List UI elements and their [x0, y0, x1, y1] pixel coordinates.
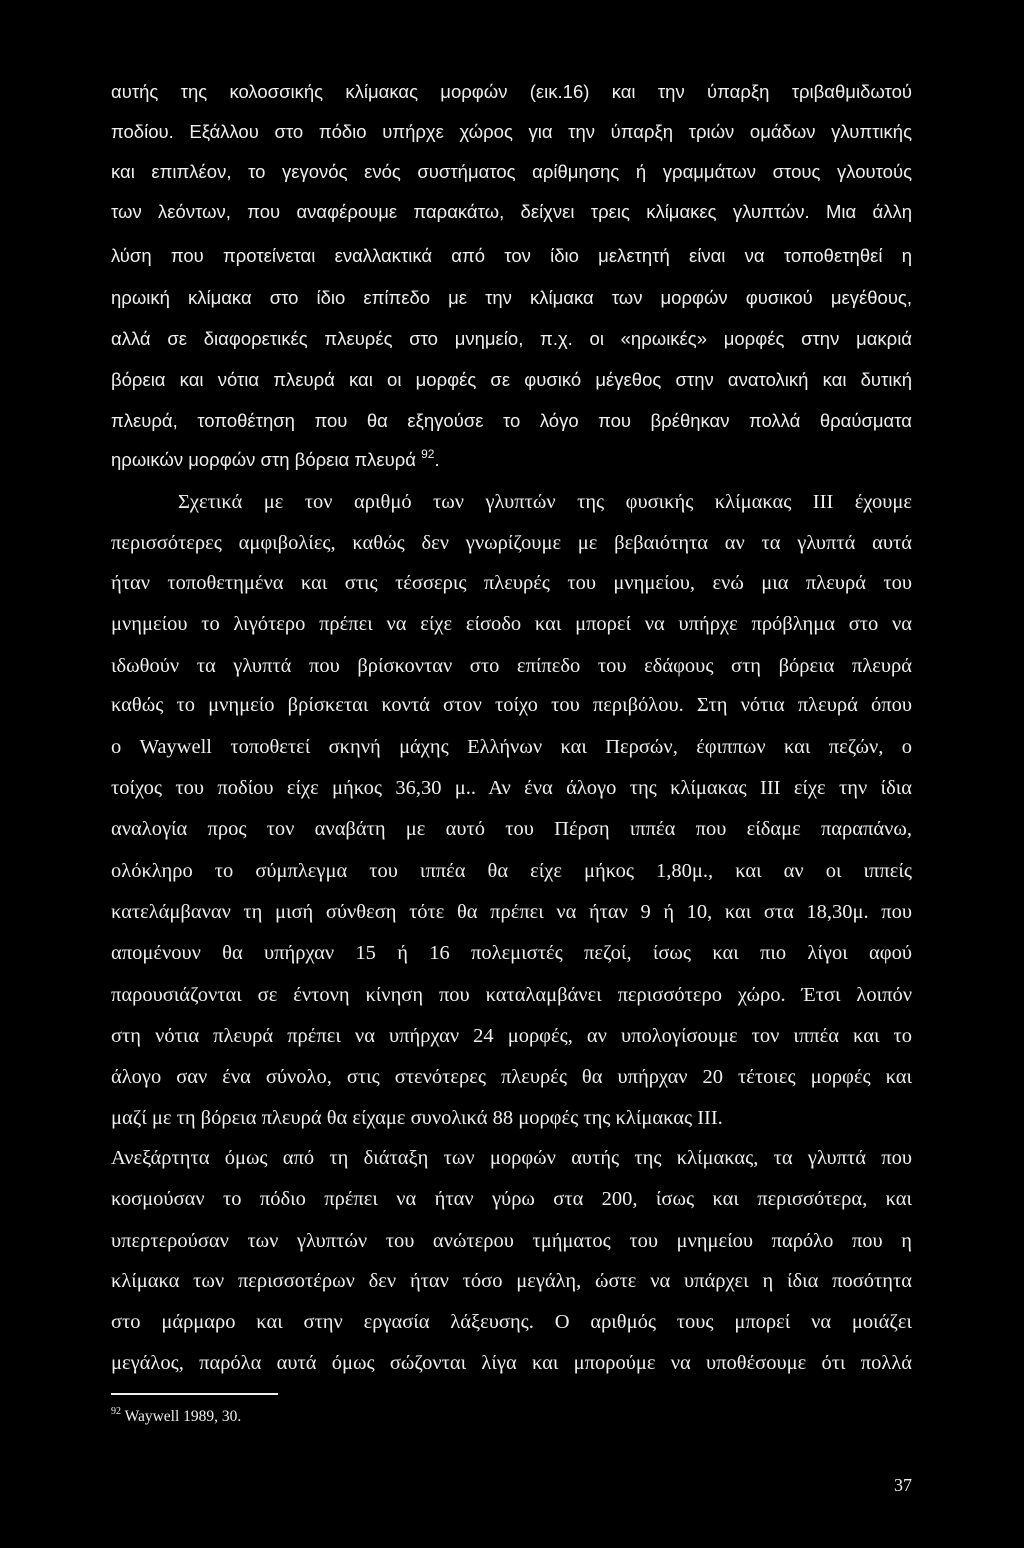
text-line-tail: . — [434, 449, 440, 470]
text-line — [111, 120, 912, 144]
text-line-content: κατελάμβαναν τη μισή σύνθεση τότε θα πρέπει να ήταν 9 ή 10, και στα 18,30μ. που — [111, 901, 912, 923]
text-line — [111, 612, 912, 636]
text-line-content: ιδωθούν τα γλυπτά που βρίσκονταν στο επίπεδο του εδάφους στη βόρεια πλευρά — [111, 655, 912, 677]
text-line-content: μαζί με τη βόρεια πλευρά θα είχαμε συνολικά 88 μορφές της κλίμακας ΙΙΙ. — [111, 1107, 723, 1129]
text-line — [111, 571, 912, 595]
text-line-content: παρουσιάζονται σε έντονη κίνηση που καταλαμβάνει περισσότερο χώρο. Έτσι λοιπόν — [111, 984, 912, 1006]
text-line — [111, 735, 912, 759]
footnote-reference: 92 — [421, 447, 435, 461]
text-line-content: μεγάλος, παρόλα αυτά όμως σώζονται λίγα και μπορούμε να υποθέσουμε ότι πολλά — [111, 1352, 912, 1374]
text-line — [111, 1351, 912, 1375]
text-line — [111, 286, 912, 310]
footnote-number: 92 — [111, 1406, 121, 1417]
text-line — [111, 817, 912, 841]
text-line — [178, 490, 912, 514]
text-line — [111, 859, 912, 883]
text-line — [111, 941, 912, 965]
text-line-content: άλογο σαν ένα σύνολο, στις στενότερες πλευρές θα υπήρχαν 20 τέτοιες μορφές και — [111, 1066, 912, 1088]
text-line — [111, 1065, 912, 1089]
text-line-content: αυτής της κολοσσικής κλίμακας μορφών (εικ.16) και την ύπαρξη τριβαθμιδωτού — [111, 81, 912, 102]
text-line-content: κλίμακα των περισσοτέρων δεν ήταν τόσο μεγάλη, ώστε να υπάρχει η ίδια ποσότητα — [111, 1270, 912, 1292]
text-line — [111, 1269, 912, 1293]
text-line-content: ηρωικών μορφών στη βόρεια πλευρά — [111, 449, 422, 470]
text-line-content: λύση που προτείνεται εναλλακτικά από τον ίδιο μελετητή είναι να τοποθετηθεί η — [111, 245, 912, 266]
footnote-text: Waywell 1989, 30. — [121, 1408, 242, 1425]
text-line-content: αναλογία προς τον αναβάτη με αυτό του Πέρση ιππέα που είδαμε παραπάνω, — [111, 818, 912, 840]
text-line-content: τοίχος του ποδίου είχε μήκος 36,30 μ.. Αν ένα άλογο της κλίμακας ΙΙΙ είχε την ίδια — [111, 777, 912, 799]
text-line — [111, 654, 912, 678]
text-line-content: περισσότερες αμφιβολίες, καθώς δεν γνωρίζουμε με βεβαιότητα αν τα γλυπτά αυτά — [111, 532, 912, 554]
text-line — [111, 1310, 912, 1334]
text-line — [111, 160, 912, 184]
footnote — [111, 1407, 241, 1427]
text-line-content: των λεόντων, που αναφέρουμε παρακάτω, δείχνει τρεις κλίμακες γλυπτών. Μια άλλη — [111, 201, 912, 222]
text-line-content: στο μάρμαρο και στην εργασία λάξευσης. Ο αριθμός τους μπορεί να μοιάζει — [111, 1311, 912, 1333]
text-line — [111, 531, 912, 555]
text-line-content: κοσμούσαν το πόδιο πρέπει να ήταν γύρω στα 200, ίσως και περισσότερα, και — [111, 1188, 912, 1210]
text-line — [111, 1229, 912, 1253]
text-line — [111, 900, 912, 924]
text-line — [111, 1024, 912, 1048]
text-line-content: πλευρά, τοποθέτηση που θα εξηγούσε το λόγο που βρέθηκαν πολλά θραύσματα — [111, 410, 912, 431]
text-line — [111, 1187, 912, 1211]
text-line — [111, 1146, 912, 1170]
text-line-content: μνημείου το λιγότερο πρέπει να είχε είσοδο και μπορεί να υπήρχε πρόβλημα στο να — [111, 613, 912, 635]
footnote-separator — [111, 1393, 278, 1395]
text-line — [111, 983, 912, 1007]
page-number: 37 — [894, 1475, 912, 1495]
text-line — [111, 409, 912, 433]
text-line-content: ποδίου. Εξάλλου στο πόδιο υπήρχε χώρος για την ύπαρξη τριών ομάδων γλυπτικής — [111, 121, 912, 142]
text-line-content: Σχετικά με τον αριθμό των γλυπτών της φυσικής κλίμακας ΙΙΙ έχουμε — [178, 491, 912, 513]
text-line-content: αλλά σε διαφορετικές πλευρές στο μνημείο, π.χ. οι «ηρωικές» μορφές στην μακριά — [111, 328, 912, 349]
text-line — [111, 1106, 912, 1130]
text-line-content: βόρεια και νότια πλευρά και οι μορφές σε φυσικό μέγεθος στην ανατολική και δυτική — [111, 369, 912, 390]
text-line — [111, 80, 912, 104]
text-line-content: ολόκληρο το σύμπλεγμα του ιππέα θα είχε μήκος 1,80μ., και αν οι ιππείς — [111, 860, 912, 882]
text-line — [111, 448, 912, 472]
text-line-content: ο Waywell τοποθετεί σκηνή μάχης Ελλήνων και Περσών, έφιππων και πεζών, ο — [111, 736, 912, 758]
text-line — [111, 244, 912, 268]
text-line-content: Ανεξάρτητα όμως από τη διάταξη των μορφών αυτής της κλίμακας, τα γλυπτά που — [111, 1147, 912, 1169]
text-line — [111, 368, 912, 392]
text-line — [111, 327, 912, 351]
text-line-content: καθώς το μνημείο βρίσκεται κοντά στον τοίχο του περιβόλου. Στη νότια πλευρά όπου — [111, 694, 912, 716]
text-line-content: και επιπλέον, το γεγονός ενός συστήματος αρίθμησης ή γραμμάτων στους γλουτούς — [111, 161, 912, 182]
text-line-content: στη νότια πλευρά πρέπει να υπήρχαν 24 μορφές, αν υπολογίσουμε τον ιππέα και το — [111, 1025, 912, 1047]
text-line-content: απομένουν θα υπήρχαν 15 ή 16 πολεμιστές πεζοί, ίσως και πιο λίγοι αφού — [111, 942, 912, 964]
text-line — [111, 200, 912, 224]
text-line — [111, 776, 912, 800]
text-line — [111, 693, 912, 717]
text-line-content: υπερτερούσαν των γλυπτών του ανώτερου τμήματος του μνημείου παρόλο που η — [111, 1230, 912, 1252]
text-line-content: ήταν τοποθετημένα και στις τέσσερις πλευρές του μνημείου, ενώ μια πλευρά του — [111, 572, 912, 594]
text-line-content: ηρωική κλίμακα στο ίδιο επίπεδο με την κλίμακα των μορφών φυσικού μεγέθους, — [111, 287, 912, 308]
